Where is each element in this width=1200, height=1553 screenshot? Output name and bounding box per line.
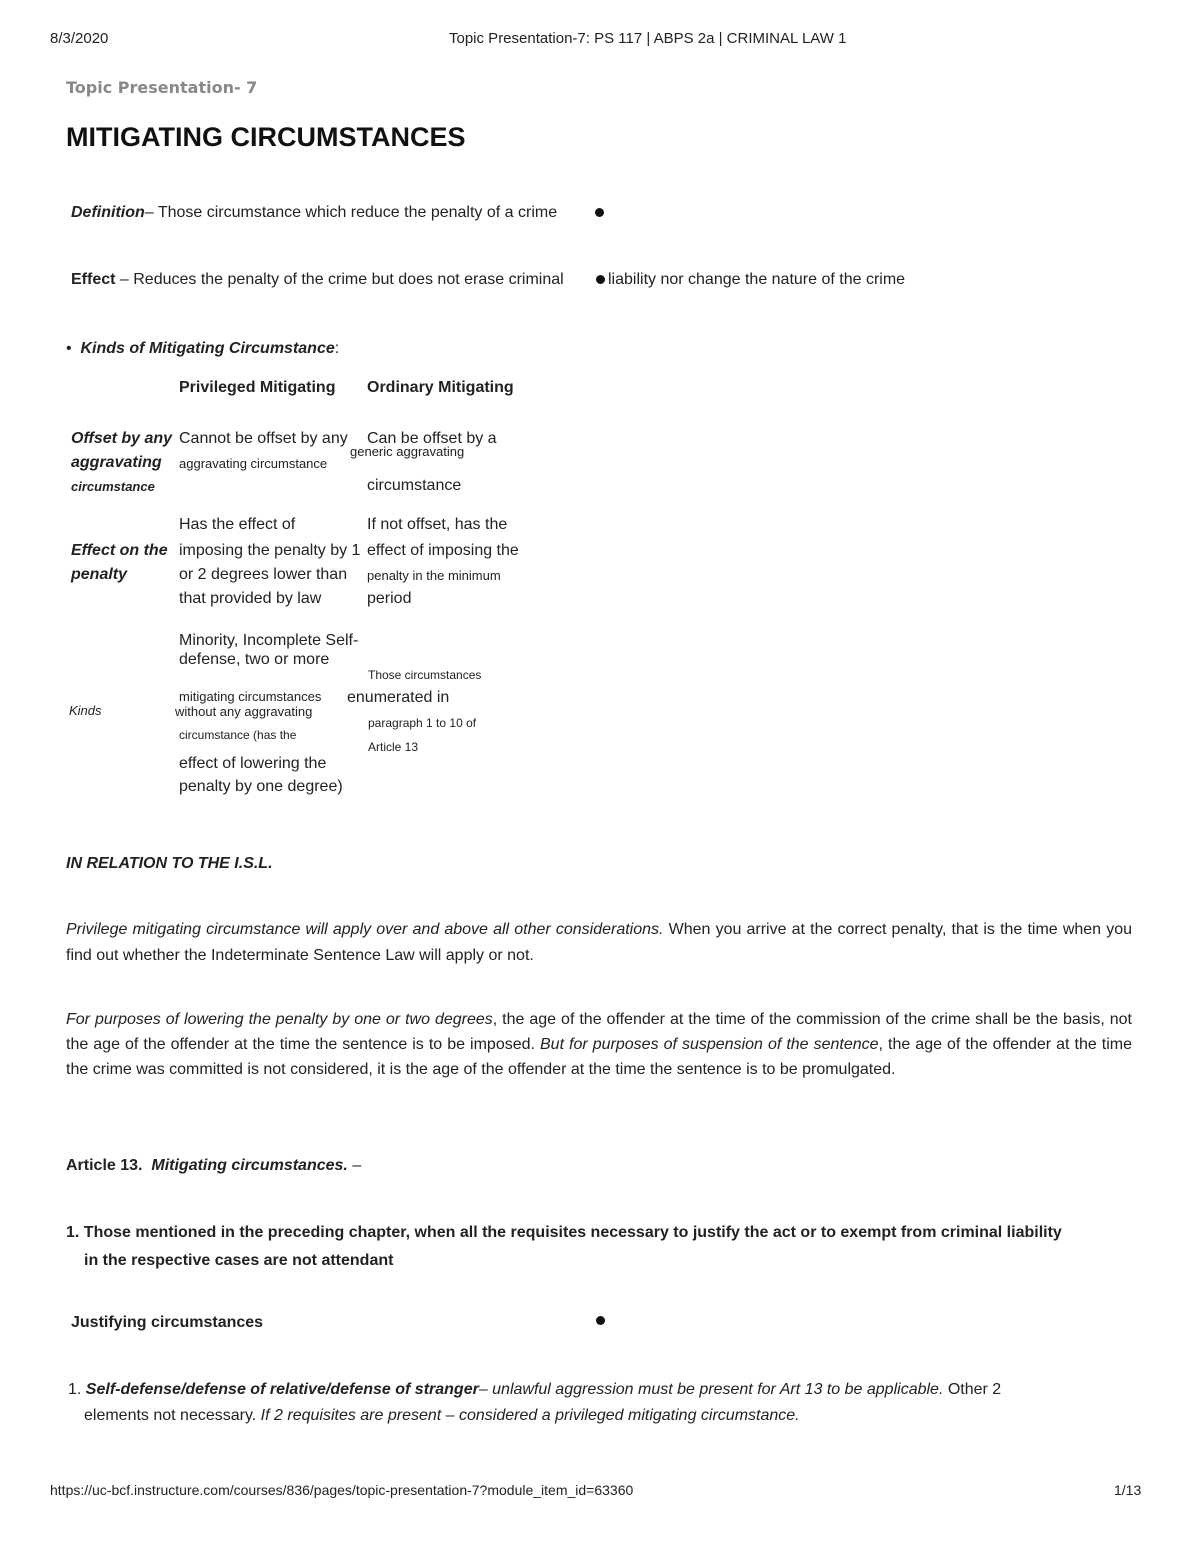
print-date: 8/3/2020 bbox=[50, 30, 109, 47]
table-row-label: Kinds bbox=[69, 703, 102, 718]
definition-text: – Those circumstance which reduce the penalty of a crime bbox=[144, 204, 558, 221]
effect-text-a: – Reduces the penalty of the crime but does not erase criminal bbox=[115, 271, 564, 288]
print-header-title: Topic Presentation-7: PS 117 | ABPS 2a | CRIMINAL LAW 1 bbox=[449, 30, 847, 47]
para2-normal-1: , the age of the offender at the time of the commission of the crime shall be the basis, not the age of the offender at the time the sentence is to be imposed. bbox=[66, 1011, 1133, 1053]
para1-normal: When you arrive at the correct penalty, that is the time when you find out whether the Indeterminate Sentence Law will apply or not. bbox=[66, 921, 1133, 964]
table-cell: penalty by one degree) bbox=[179, 778, 343, 795]
justifying-item-1-line-2 bbox=[84, 1407, 800, 1425]
table-cell: or 2 degrees lower than bbox=[179, 566, 348, 583]
para2-italic-1: For purposes of lowering the penalty by one or two degrees bbox=[66, 1011, 493, 1028]
table-cell: effect of lowering the bbox=[179, 755, 327, 772]
table-cell: Has the effect of bbox=[179, 516, 296, 533]
table-cell: penalty in the minimum bbox=[367, 568, 501, 583]
table-cell: defense, two or more bbox=[179, 651, 330, 668]
table-cell: mitigating circumstances bbox=[179, 689, 322, 704]
bullet-icon: • bbox=[66, 340, 72, 357]
table-cell: that provided by law bbox=[179, 590, 322, 607]
table-cell: Can be offset by a bbox=[367, 430, 497, 447]
para2-italic-2: But for purposes of suspension of the sentence bbox=[540, 1036, 879, 1053]
table-cell: aggravating circumstance bbox=[179, 456, 328, 471]
table-cell: Minority, Incomplete Self- bbox=[179, 632, 359, 649]
isl-heading: IN RELATION TO THE I.S.L. bbox=[66, 855, 273, 872]
table-cell: paragraph 1 to 10 of bbox=[368, 716, 477, 730]
sub-item-line2-italic: If 2 requisites are present – considered a privileged mitigating circumstance. bbox=[256, 1407, 800, 1424]
page-subtitle: Topic Presentation- 7 bbox=[66, 78, 258, 97]
bullet-icon bbox=[596, 1316, 605, 1325]
table-row-label: Effect on the bbox=[71, 542, 168, 559]
isl-paragraph-2 bbox=[66, 1007, 1132, 1082]
definition-term: Definition bbox=[71, 204, 145, 221]
justifying-item-1-line-1 bbox=[68, 1381, 1001, 1399]
justifying-heading: Justifying circumstances bbox=[71, 1314, 264, 1331]
table-cell: Those circumstances bbox=[368, 668, 482, 682]
table-row-label: penalty bbox=[71, 566, 128, 583]
article-dash: – bbox=[347, 1157, 362, 1174]
table-row-label: circumstance bbox=[71, 479, 155, 494]
article-heading bbox=[66, 1157, 361, 1175]
kinds-heading bbox=[66, 340, 339, 358]
table-cell: generic aggravating bbox=[350, 444, 465, 459]
definition-line bbox=[71, 204, 557, 222]
table-cell: Article 13 bbox=[368, 740, 419, 754]
kinds-heading-label: Kinds of Mitigating Circumstance bbox=[80, 340, 335, 357]
table-col-header-ordinary: Ordinary Mitigating bbox=[367, 379, 514, 396]
sub-item-normal: Other 2 bbox=[943, 1381, 1002, 1398]
sub-item-line2-normal: elements not necessary. bbox=[84, 1407, 257, 1424]
article-item-1-line-2: in the respective cases are not attendant bbox=[84, 1252, 394, 1269]
para2-normal-2: , the age of the offender at the time the crime was committed is not considered, it is the age of the offender at the time the sentence is to be promulgated. bbox=[66, 1036, 1133, 1078]
sub-item-italic: – unlawful aggression must be present for Art 13 to be applicable. bbox=[478, 1381, 944, 1398]
article-item-1-line-1: 1. Those mentioned in the preceding chapter, when all the requisites necessary to justify the act or to exempt from criminal liability bbox=[66, 1224, 1062, 1241]
print-footer-url: https://uc-bcf.instructure.com/courses/836/pages/topic-presentation-7?module_item_id=63360 bbox=[50, 1482, 634, 1498]
page-title: MITIGATING CIRCUMSTANCES bbox=[66, 122, 466, 152]
table-cell: period bbox=[367, 590, 412, 607]
table-col-header-privileged: Privileged Mitigating bbox=[179, 379, 336, 396]
effect-text-b: liability nor change the nature of the crime bbox=[608, 271, 906, 288]
table-cell: If not offset, has the bbox=[367, 516, 508, 533]
kinds-heading-colon: : bbox=[334, 340, 340, 357]
print-page-number: 1/13 bbox=[1114, 1482, 1142, 1498]
table-cell: without any aggravating bbox=[175, 704, 313, 719]
table-cell: enumerated in bbox=[347, 689, 450, 706]
table-cell: circumstance (has the bbox=[179, 728, 297, 742]
effect-term: Effect bbox=[71, 271, 116, 288]
table-row-label: Offset by any bbox=[71, 430, 173, 447]
table-cell: imposing the penalty by 1 bbox=[179, 542, 361, 559]
table-cell: effect of imposing the bbox=[367, 542, 519, 559]
article-label: Article 13. bbox=[66, 1157, 143, 1174]
bullet-icon bbox=[596, 275, 605, 284]
table-cell: Cannot be offset by any bbox=[179, 430, 348, 447]
table-cell: circumstance bbox=[367, 477, 462, 494]
bullet-icon bbox=[595, 208, 604, 217]
sub-item-number: 1. bbox=[68, 1381, 82, 1398]
article-title: Mitigating circumstances. bbox=[151, 1157, 348, 1174]
effect-line bbox=[71, 271, 564, 289]
isl-paragraph-1 bbox=[66, 917, 1132, 969]
para1-italic: Privilege mitigating circumstance will apply over and above all other considerations. bbox=[66, 921, 664, 938]
sub-item-bold: Self-defense/defense of relative/defense of stranger bbox=[85, 1381, 479, 1398]
table-row-label: aggravating bbox=[71, 454, 162, 471]
